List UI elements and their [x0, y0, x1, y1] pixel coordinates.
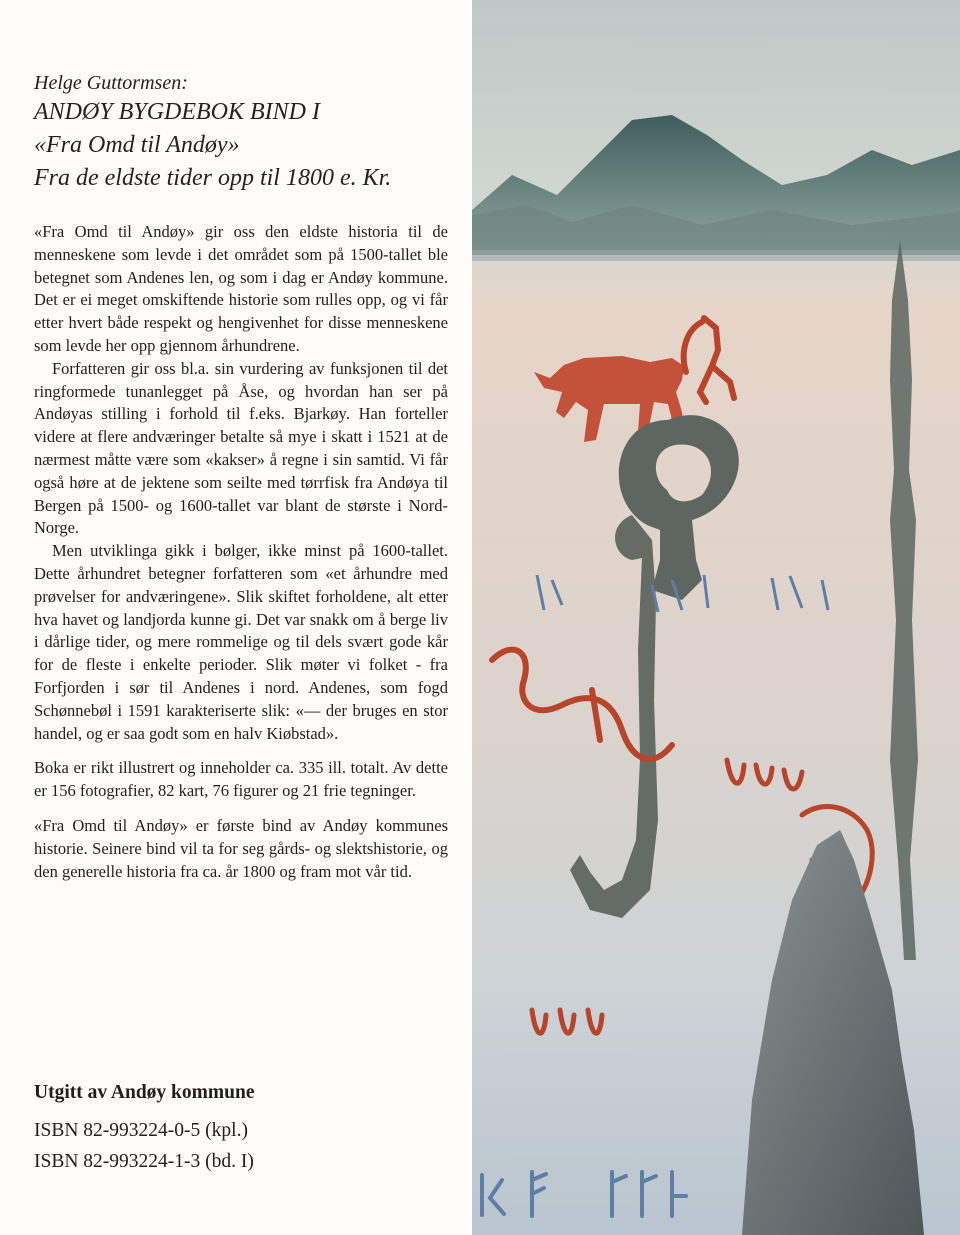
text-column	[34, 70, 448, 883]
blurb-paragraph: «Fra Omd til Andøy» er første bind av Andøy kommunes historie. Seinere bind vil ta for seg gårds- og slektshistorie, og den generelle historia fra ca. år 1800 og fram mot vår tid.	[34, 815, 448, 881]
blurb-paragraph: Men utviklinga gikk i bølger, ikke minst på 1600-tallet. Dette århundret betegner forfatteren som «et århundre med prøvelser for andværingene». Slik skiftet forholdene, alt etter hva havet og landjorda kunne gi. Det var snakk om å berge liv i dårlige tider, og mere rommelige og til dels svært gode kår for de fleste i enkelte perioder. Slik møter vi folket - fra Forfjorden i sør til Andenes i nord. Andenes, som fogd Schønnebøl i 1591 karakteriserte slik: «— der bruges en stor handel, og er saa godt som en halv Kiøbstad».	[34, 541, 448, 743]
blurb-paragraph: «Fra Omd til Andøy» gir oss den eldste historia til de menneskene som levde i det området som på 1500-tallet ble betegnet som Andenes len, og som i dag er Andøy kommune. Det er ei meget omskiftende historie som rulles opp, og vi får etter hvert både respekt og hengivenhet for disse menneskene som levde her opp gjennom århundrene.	[34, 222, 448, 355]
blurb-paragraph: Forfatteren gir oss bl.a. sin vurdering av funksjonen til det ringformede tunanlegget på Åse, og hvordan han ser på Andøyas stilling i forhold til f.eks. Bjarkøy. Han forteller videre at flere andværinger betalte så mye i skatt i 1521 at de nærmest måtte være som «kakser» å regne i sin samtid. Vi får også høre at de jektene som seilte med tørrfisk fra Andøya til Bergen på 1500- og 1600-tallet var blant de største i Nord-Norge.	[34, 358, 448, 538]
isbn-volume-one: ISBN 82-993224-1-3 (bd. I)	[34, 1151, 254, 1172]
publisher-line: Utgitt av Andøy kommune	[34, 1082, 255, 1103]
author-name: Helge Guttormsen:	[34, 72, 188, 94]
book-subtitle: «Fra Omd til Andøy»	[34, 132, 240, 158]
cover-artwork	[472, 0, 960, 1235]
book-title: ANDØY BYGDEBOK BIND I	[34, 99, 320, 125]
blurb	[34, 221, 448, 883]
blurb-paragraph: Boka er rikt illustrert og inneholder ca. 335 ill. totalt. Av dette er 156 fotografier, 82 kart, 76 figurer og 21 frie tegninger.	[34, 758, 448, 801]
horizon-line	[472, 255, 960, 261]
book-period: Fra de eldste tider opp til 1800 e. Kr.	[34, 165, 392, 191]
isbn-complete-set: ISBN 82-993224-0-5 (kpl.)	[34, 1120, 248, 1141]
